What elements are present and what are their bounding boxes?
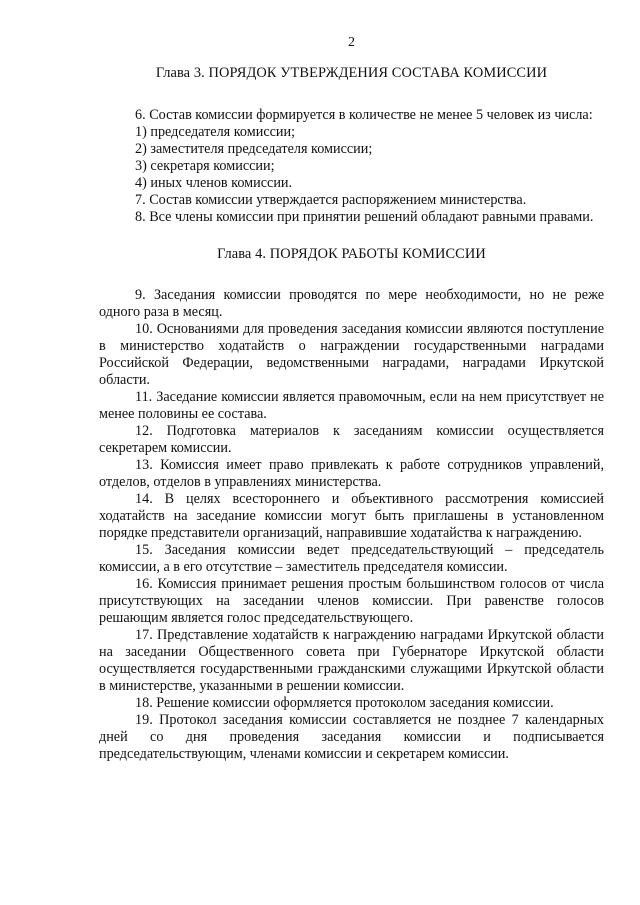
list-item: 2) заместителя председателя комиссии; bbox=[135, 141, 373, 157]
paragraph-6: 6. Состав комиссии формируется в количестве не менее 5 человек из числа: bbox=[135, 107, 593, 123]
paragraph-14: 14. В целях всестороннего и объективного рассмотрения комиссией ходатайств на заседание комиссии могут быть приглашены в установленном порядке представители организаций, направившие ходатайства к награждению. bbox=[99, 491, 604, 541]
list-item: 3) секретаря комиссии; bbox=[135, 158, 275, 174]
paragraph-9: 9. Заседания комиссии проводятся по мере необходимости, но не реже одного раза в месяц. bbox=[99, 287, 604, 320]
paragraph-18: 18. Решение комиссии оформляется протоколом заседания комиссии. bbox=[135, 695, 554, 711]
paragraph-11: 11. Заседание комиссии является правомочным, если на нем присутствует не менее половины ее состава. bbox=[99, 389, 604, 422]
paragraph-19: 19. Протокол заседания комиссии составляется не позднее 7 календарных дней со дня проведения заседания комиссии и подписывается председательствующим, членами комиссии и секретарем комиссии. bbox=[99, 712, 604, 762]
paragraph-13: 13. Комиссия имеет право привлекать к работе сотрудников управлений, отделов, отделов в управлениях министерства. bbox=[99, 457, 604, 490]
paragraph-7: 7. Состав комиссии утверждается распоряжением министерства. bbox=[135, 192, 527, 208]
paragraph-8: 8. Все члены комиссии при принятии решений обладают равными правами. bbox=[135, 209, 594, 225]
paragraph-17: 17. Представление ходатайств к награждению наградами Иркутской области на заседании Общественного совета при Губернаторе Иркутской области осуществляется государственными гражданскими служащими Иркутской области в министерстве, указанными в решении комиссии. bbox=[99, 627, 604, 694]
list-item: 4) иных членов комиссии. bbox=[135, 175, 293, 191]
chapter-4-title: Глава 4. ПОРЯДОК РАБОТЫ КОМИССИИ bbox=[217, 246, 486, 262]
paragraph-10: 10. Основаниями для проведения заседания комиссии являются поступление в министерство ходатайств о награждении государственными наградами Российской Федерации, ведомственными наградами, наградами Иркутской области. bbox=[99, 321, 604, 388]
paragraph-16: 16. Комиссия принимает решения простым большинством голосов от числа присутствующих на заседании членов комиссии. При равенстве голосов решающим является голос председательствующего. bbox=[99, 576, 604, 626]
list-item: 1) председателя комиссии; bbox=[135, 124, 296, 140]
chapter-3-title: Глава 3. ПОРЯДОК УТВЕРЖДЕНИЯ СОСТАВА КОМИССИИ bbox=[155, 65, 548, 81]
paragraph-12: 12. Подготовка материалов к заседаниям комиссии осуществляется секретарем комиссии. bbox=[99, 423, 604, 456]
page-number: 2 bbox=[348, 35, 355, 50]
paragraph-15: 15. Заседания комиссии ведет председательствующий – председатель комиссии, а в его отсутствие – заместитель председателя комиссии. bbox=[99, 542, 604, 575]
